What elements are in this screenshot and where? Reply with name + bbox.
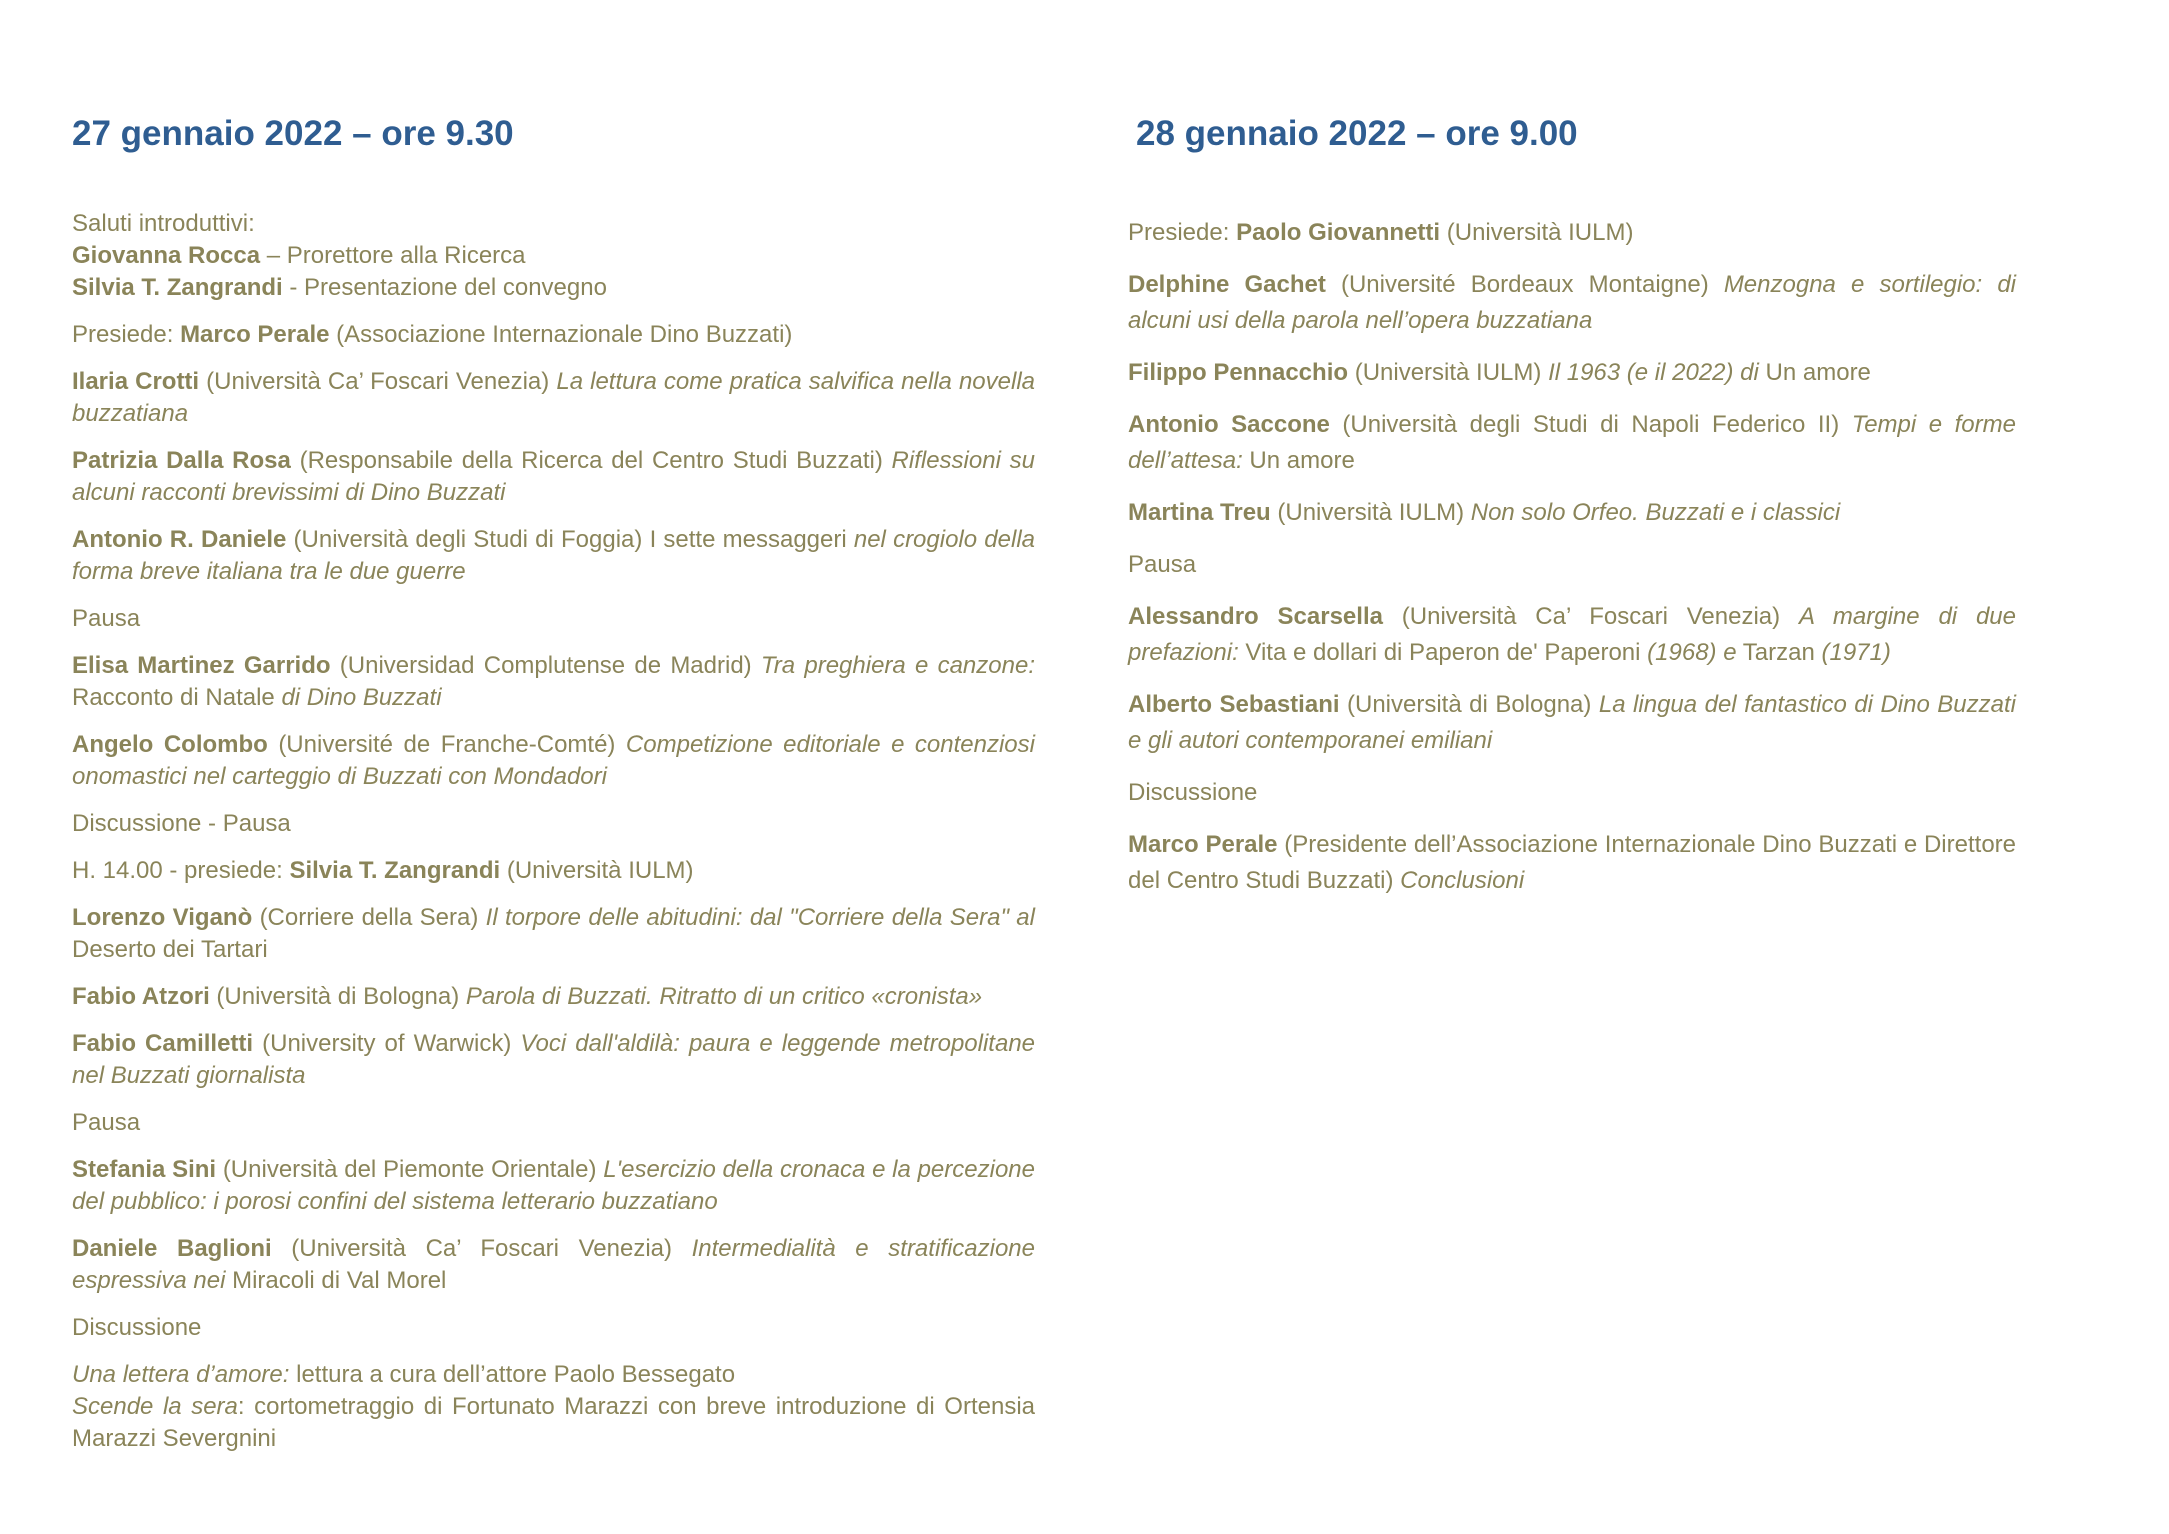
talk-title: Riflessioni su alcuni racconti brevissimi di Dino Buzzati — [72, 447, 1035, 506]
entry-text: (Università Ca’ Foscari Venezia) — [199, 368, 557, 395]
program-entry — [72, 524, 1035, 588]
entry-text: Vita e dollari di Paperon de' Paperoni — [1238, 639, 1648, 666]
entry-text: Saluti introduttivi: — [72, 210, 255, 237]
entry-text: Discussione — [1128, 779, 1258, 806]
talk-title: Parola di Buzzati. Ritratto di un critico «cronista» — [465, 983, 983, 1010]
speaker-name: Stefania Sini — [72, 1156, 217, 1183]
speaker-name: Fabio Camilletti — [72, 1030, 254, 1057]
entry-text: Pausa — [72, 605, 141, 632]
program-entry — [1128, 407, 2016, 479]
entry-text: Deserto dei Tartari — [72, 936, 268, 963]
entry-text: Pausa — [1128, 551, 1197, 578]
entry-text: (Responsabile della Ricerca del Centro Studi Buzzati) — [290, 447, 892, 474]
entry-text: (Université Bordeaux Montaigne) — [1325, 271, 1724, 298]
program-entry — [1128, 687, 2016, 759]
program-entry — [1128, 599, 2016, 671]
program-entry — [1128, 775, 2016, 811]
talk-title: di Dino Buzzati — [281, 684, 442, 711]
entry-text: (University of Warwick) — [253, 1030, 521, 1057]
entry-line — [72, 208, 1035, 240]
talk-title: Tempi e forme dell’attesa: — [1128, 411, 2016, 474]
speaker-name: Silvia T. Zangrandi — [289, 857, 501, 884]
speaker-name: Elisa Martinez Garrido — [72, 652, 331, 679]
day-1-heading: 27 gennaio 2022 – ore 9.30 — [72, 114, 514, 153]
entry-line — [72, 1359, 1035, 1391]
program-entry — [72, 1233, 1035, 1297]
entry-text: Presiede: — [72, 321, 181, 348]
speaker-name: Patrizia Dalla Rosa — [72, 447, 291, 474]
day-2-column — [1128, 108, 2016, 915]
entry-text: Discussione — [72, 1314, 202, 1341]
talk-title: Competizione editoriale e contenziosi onomastici nel carteggio di Buzzati con Mondadori — [72, 731, 1035, 790]
talk-title: Intermedialità e stratificazione espressiva nei — [72, 1235, 1036, 1294]
program-entry — [1128, 267, 2016, 339]
day-2-program — [1128, 215, 2016, 899]
program-entry — [72, 650, 1035, 714]
entry-text: (Università Ca’ Foscari Venezia) — [271, 1235, 692, 1262]
talk-title: Menzogna e sortilegio: di alcuni usi della parola nell’opera buzzatiana — [1128, 271, 2016, 334]
program-entry — [72, 981, 1035, 1013]
talk-title: nel crogiolo della forma breve italiana tra le due guerre — [72, 526, 1035, 585]
entry-line — [72, 240, 1035, 272]
entry-text: Un amore — [1242, 447, 1355, 474]
talk-title: La lettura come pratica salvifica nella novella buzzatiana — [72, 368, 1036, 427]
talk-title: Non solo Orfeo. Buzzati e i classici — [1470, 499, 1841, 526]
speaker-name: Giovanna Rocca — [72, 242, 261, 269]
program-entry — [72, 445, 1035, 509]
entry-text: lettura a cura dell’attore Paolo Bessegato — [289, 1361, 736, 1388]
speaker-name: Silvia T. Zangrandi — [72, 274, 283, 301]
entry-text: (Presidente dell’Associazione Internazionale Dino Buzzati e Direttore del Centro Studi Buzzati) — [1128, 831, 2017, 894]
speaker-name: Delphine Gachet — [1128, 271, 1326, 298]
entry-text: : cortometraggio di Fortunato Marazzi con breve introduzione di Ortensia Marazzi Severgnini — [72, 1393, 1036, 1452]
program-entry — [72, 319, 1035, 351]
entry-text: (Università di Bologna) — [1339, 691, 1599, 718]
talk-title: Una lettera d’amore: — [72, 1361, 290, 1388]
program-entry — [72, 729, 1035, 793]
entry-text: Discussione - Pausa — [72, 810, 291, 837]
talk-title: Tra preghiera e canzone: — [760, 652, 1035, 679]
speaker-name: Antonio Saccone — [1128, 411, 1330, 438]
entry-text: (Università del Piemonte Orientale) — [216, 1156, 604, 1183]
entry-text: (Università di Bologna) — [209, 983, 466, 1010]
program-entry — [72, 1028, 1035, 1092]
speaker-name: Ilaria Crotti — [72, 368, 200, 395]
entry-text: (Corriere della Sera) — [252, 904, 486, 931]
entry-text: (Università degli Studi di Foggia) I sette messaggeri — [286, 526, 854, 553]
entry-text: H. 14.00 - presiede: — [72, 857, 290, 884]
entry-text: Presiede: — [1128, 219, 1237, 246]
day-2-heading: 28 gennaio 2022 – ore 9.00 — [1136, 114, 1578, 153]
program-entry — [72, 1154, 1035, 1218]
entry-text: (Università IULM) — [500, 857, 694, 884]
entry-text: - Presentazione del convegno — [282, 274, 607, 301]
speaker-name: Lorenzo Viganò — [72, 904, 253, 931]
entry-text: (Università Ca’ Foscari Venezia) — [1382, 603, 1799, 630]
day-1-program — [72, 208, 1035, 1455]
talk-title: (1968) e — [1647, 639, 1737, 666]
talk-title: Voci dall'aldilà: paura e leggende metropolitane nel Buzzati giornalista — [72, 1030, 1036, 1089]
program-entry — [72, 1107, 1035, 1139]
talk-title: Conclusioni — [1400, 867, 1525, 894]
speaker-name: Marco Perale — [180, 321, 330, 348]
day-1-column — [72, 108, 1035, 1455]
program-entry — [1128, 827, 2016, 899]
program-entry — [72, 1312, 1035, 1344]
speaker-name: Filippo Pennacchio — [1128, 359, 1349, 386]
program-entry — [1128, 355, 2016, 391]
program-entry — [72, 808, 1035, 840]
entry-text: (Università IULM) — [1270, 499, 1471, 526]
speaker-name: Daniele Baglioni — [72, 1235, 272, 1262]
program-entry — [1128, 495, 2016, 531]
speaker-name: Fabio Atzori — [72, 983, 210, 1010]
talk-title: La lingua del fantastico di Dino Buzzati e gli autori contemporanei emiliani — [1128, 691, 2016, 754]
program-entry — [72, 855, 1035, 887]
talk-title: (1971) — [1821, 639, 1891, 666]
entry-text: (Universidad Complutense de Madrid) — [330, 652, 761, 679]
speaker-name: Alberto Sebastiani — [1128, 691, 1340, 718]
entry-text: Miracoli di Val Morel — [225, 1267, 447, 1294]
speaker-name: Antonio R. Daniele — [72, 526, 287, 553]
entry-line — [72, 272, 1035, 304]
entry-line — [72, 1391, 1035, 1455]
talk-title: Il torpore delle abitudini: dal "Corriere della Sera" al — [485, 904, 1035, 931]
program-entry — [1128, 547, 2016, 583]
speaker-name: Paolo Giovannetti — [1236, 219, 1441, 246]
program-entry — [72, 366, 1035, 430]
speaker-name: Martina Treu — [1128, 499, 1271, 526]
speaker-name: Angelo Colombo — [72, 731, 268, 758]
entry-text: Un amore — [1758, 359, 1871, 386]
entry-text: (Università IULM) — [1348, 359, 1549, 386]
talk-title: L'esercizio della cronaca e la percezione del pubblico: i porosi confini del sistema letterario buzzatiano — [72, 1156, 1035, 1215]
program-entry — [72, 208, 1035, 304]
entry-text: (Università IULM) — [1440, 219, 1634, 246]
entry-text: Tarzan — [1736, 639, 1822, 666]
entry-text: Pausa — [72, 1109, 141, 1136]
entry-text: (Université de Franche-Comté) — [267, 731, 626, 758]
entry-text: (Università degli Studi di Napoli Federico II) — [1329, 411, 1852, 438]
entry-text: (Associazione Internazionale Dino Buzzati) — [329, 321, 793, 348]
talk-title: Il 1963 (e il 2022) di — [1548, 359, 1759, 386]
program-entry — [72, 603, 1035, 635]
entry-text: Racconto di Natale — [72, 684, 282, 711]
talk-title: A margine di due prefazioni: — [1128, 603, 2016, 666]
speaker-name: Alessandro Scarsella — [1128, 603, 1383, 630]
program-entry — [72, 1359, 1035, 1455]
program-entry — [72, 902, 1035, 966]
program-entry — [1128, 215, 2016, 251]
talk-title: Scende la sera — [72, 1393, 238, 1420]
speaker-name: Marco Perale — [1128, 831, 1278, 858]
entry-text: – Prorettore alla Ricerca — [260, 242, 526, 269]
